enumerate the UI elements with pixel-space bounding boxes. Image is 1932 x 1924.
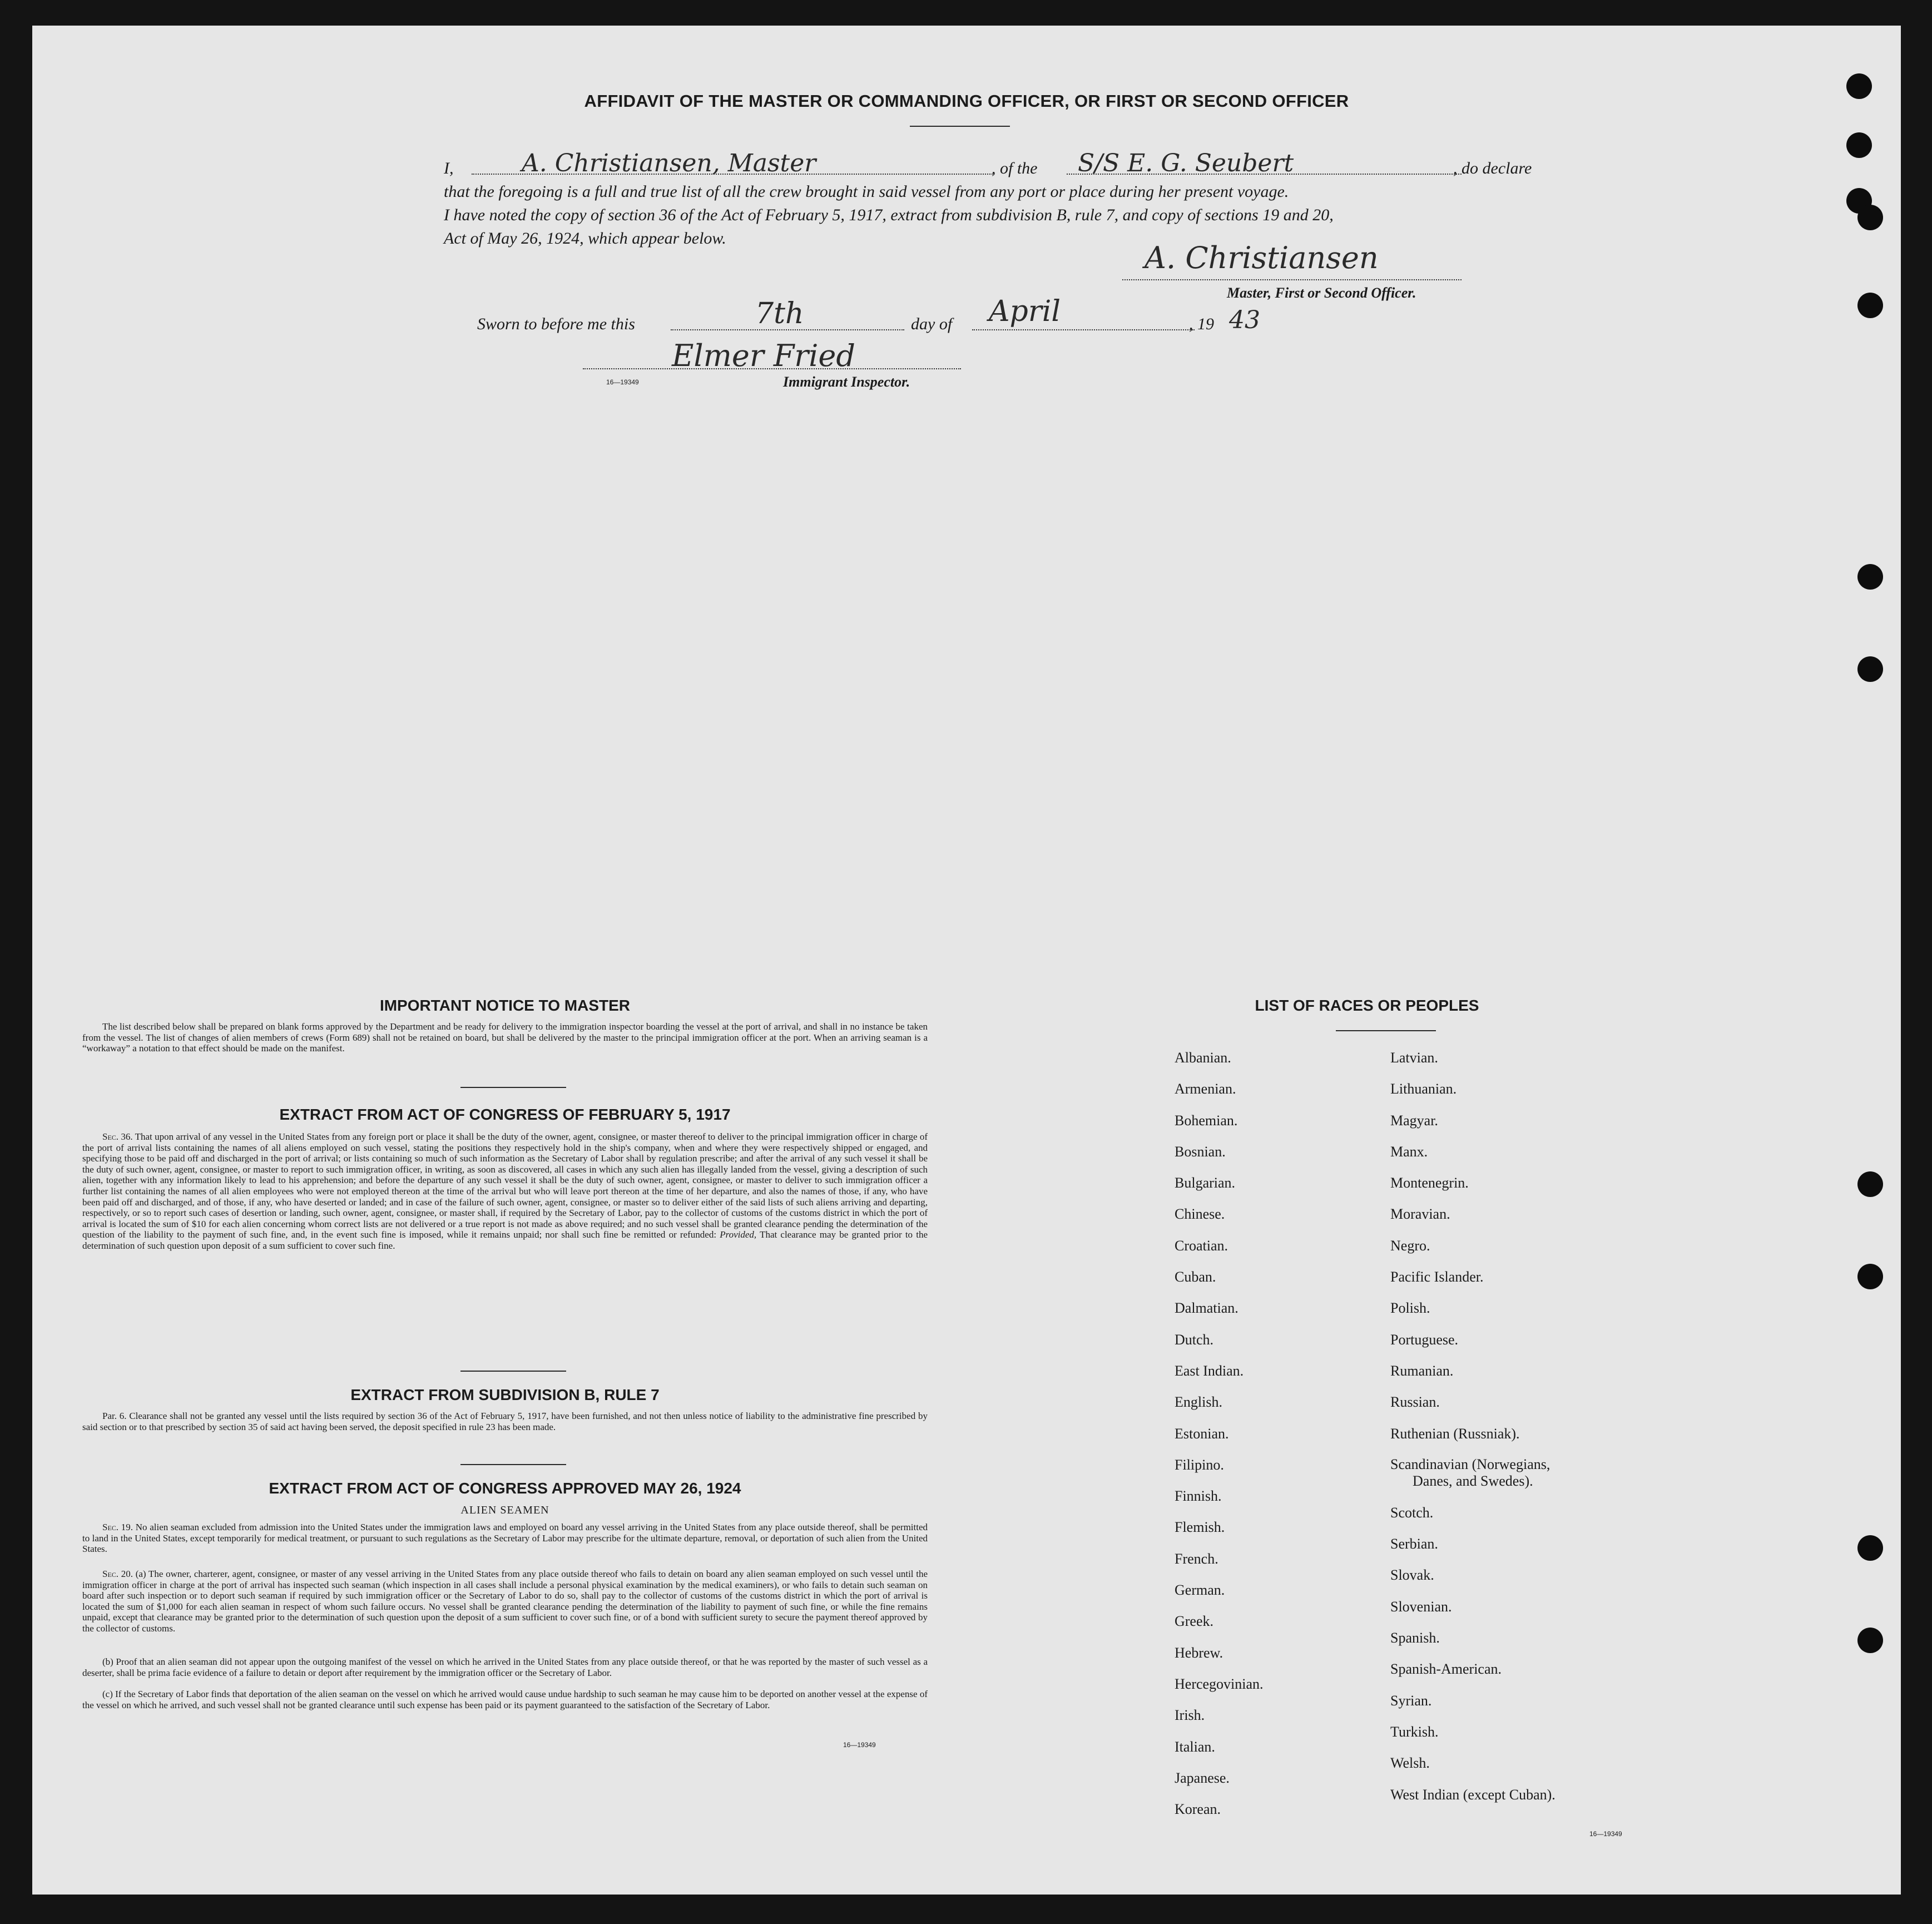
affidavit-i: I, xyxy=(444,159,454,177)
race-item: Estonian. xyxy=(1175,1425,1229,1442)
inspector-signature: Elmer Fried xyxy=(672,338,855,373)
race-item: West Indian (except Cuban). xyxy=(1390,1786,1555,1803)
inspector-caption: Immigrant Inspector. xyxy=(783,374,910,390)
affidavit-line-4: Act of May 26, 1924, which appear below. xyxy=(444,229,726,248)
title-divider xyxy=(910,126,1010,127)
binder-hole xyxy=(1857,564,1883,590)
race-item: Hebrew. xyxy=(1175,1644,1223,1661)
rule-7-heading: EXTRACT FROM SUBDIVISION B, RULE 7 xyxy=(350,1386,660,1403)
race-item: Bohemian. xyxy=(1175,1112,1238,1129)
race-item: Japanese. xyxy=(1175,1769,1230,1786)
race-item: Scandinavian (Norwegians, xyxy=(1390,1456,1550,1472)
binder-hole xyxy=(1857,1535,1883,1561)
extract-1917-body xyxy=(82,1131,928,1252)
form-code-top: 16—19349 xyxy=(606,378,639,386)
race-item: Spanish-American. xyxy=(1390,1661,1502,1678)
month-handwriting: April xyxy=(989,295,1061,328)
binder-hole xyxy=(1857,1171,1883,1197)
sec-20b: (b) Proof that an alien seaman did not appear upon the outgoing manifest of the vessel on which he arrived in the United States from any place outside thereof, or that he was reported by the master of such vessel as a deserter, shall be prima facie evidence of a failure to detain or deport after requirement by the immigration officer or the Secretary of Labor. xyxy=(82,1656,928,1678)
year-prefix: , 19 xyxy=(1189,315,1214,333)
race-item: Russian. xyxy=(1390,1394,1440,1411)
binder-hole xyxy=(1846,73,1872,99)
race-item: Bosnian. xyxy=(1175,1143,1226,1160)
race-item: Scotch. xyxy=(1390,1504,1434,1521)
race-item: Hercegovinian. xyxy=(1175,1675,1264,1692)
affidavit-line-3: I have noted the copy of section 36 of the Act of February 5, 1917, extract from subdivision B, rule 7, and copy of sections 19 and 20, xyxy=(444,206,1334,224)
race-item: Magyar. xyxy=(1390,1112,1438,1129)
inspector-line xyxy=(583,368,961,369)
document-sheet xyxy=(32,26,1901,1895)
day-handwriting: 7th xyxy=(755,297,804,330)
notice-divider xyxy=(460,1087,566,1088)
year-handwriting: 43 xyxy=(1229,306,1260,334)
sec-20a xyxy=(82,1569,928,1634)
races-left-column xyxy=(1175,1042,1264,1825)
sec-36-label: Sec. 36. xyxy=(102,1131,133,1142)
signature-caption: Master, First or Second Officer. xyxy=(1227,285,1416,301)
sec-19 xyxy=(82,1522,928,1555)
of-the-label: , of the xyxy=(992,159,1038,177)
binder-hole xyxy=(1857,205,1883,230)
sec-20a-text: (a) The owner, charterer, agent, consignee, or master of any vessel arriving in the United States from any place outside thereof who fails to detain on board any alien seaman employed on such vessel until the immigration officer in charge at the port of arrival has inspected such seaman (which inspection in all cases shall include a personal physical examination by the medical examiners), or who fails to detain such seaman on board after such inspection or to deport such seaman if required by such immigration officer or the Secretary of Labor to do so, shall pay to the collector of customs of the customs district in which the port of arrival is located the sum of $1,000 for each alien seaman in respect of whom such failure occurs. No vessel shall be granted clearance pending the determination of the liability to payment of such fine, or while the fine remains unpaid, except that clearance may be granted prior to the determination of such question upon the deposit of a sum sufficient to cover such fine, or of a bond with sufficient surety to secure the payment thereof approved by the collector of customs. xyxy=(82,1569,928,1634)
race-item: East Indian. xyxy=(1175,1362,1244,1379)
extract-1917-heading: EXTRACT FROM ACT OF CONGRESS OF FEBRUARY 5, 1917 xyxy=(279,1106,731,1123)
sec-19-label: Sec. 19. xyxy=(102,1522,133,1532)
sworn-label: Sworn to before me this xyxy=(477,315,635,333)
race-item: Italian. xyxy=(1175,1738,1215,1755)
form-code-right: 16—19349 xyxy=(1589,1830,1622,1838)
race-item: Slovenian. xyxy=(1390,1598,1452,1615)
sec-19-text: No alien seaman excluded from admission into the United States under the immigration laws and employed on board any vessel arriving in the United States from any place outside thereof, shall be permitted to land in the United States, except temporarily for medical treatment, or pursuant to such regulations as the Secretary of Labor may prescribe for the ultimate departure, removal, or deportation of such alien from the United States. xyxy=(82,1522,928,1555)
race-item: Dutch. xyxy=(1175,1331,1214,1348)
binder-hole xyxy=(1857,1628,1883,1653)
races-heading: LIST OF RACES OR PEOPLES xyxy=(1255,997,1479,1014)
binder-hole xyxy=(1857,656,1883,682)
race-item: Lithuanian. xyxy=(1390,1081,1457,1097)
race-item: Pacific Islander. xyxy=(1390,1269,1484,1285)
race-item: Syrian. xyxy=(1390,1692,1432,1709)
vessel-handwriting: S/S E. G. Seubert xyxy=(1078,149,1294,177)
races-right-column xyxy=(1390,1042,1555,1811)
race-item: Finnish. xyxy=(1175,1488,1222,1505)
race-item: Serbian. xyxy=(1390,1536,1438,1552)
form-code-left: 16—19349 xyxy=(843,1741,876,1749)
race-item: Ruthenian (Russniak). xyxy=(1390,1425,1520,1442)
day-of-label: day of xyxy=(911,315,953,333)
extract-1917-divider xyxy=(460,1371,566,1372)
race-item: Armenian. xyxy=(1175,1081,1236,1097)
binder-hole xyxy=(1846,132,1872,158)
race-item: Slovak. xyxy=(1390,1567,1434,1584)
sec-20c: (c) If the Secretary of Labor finds that deportation of the alien seaman on the vessel on which he arrived would cause undue hardship to such seaman he may cause him to be deported on another vessel at the expense of the vessel on which he arrived, and such vessel shall not be granted clearance until such expense has been paid or its payment guaranteed to the satisfaction of the Secretary of Labor. xyxy=(82,1689,928,1710)
race-item: Manx. xyxy=(1390,1143,1428,1160)
race-item: German. xyxy=(1175,1582,1225,1599)
affidavit-title: AFFIDAVIT OF THE MASTER OR COMMANDING OFFICER, OR FIRST OR SECOND OFFICER xyxy=(584,91,1349,111)
sec-20-label: Sec. 20. xyxy=(102,1569,133,1579)
do-declare-label: , do declare xyxy=(1453,159,1532,177)
sec-36-text: That upon arrival of any vessel in the United States from any foreign port or place it shall be the duty of the owner, agent, consignee, or master thereof to deliver to the principal immigration officer in charge of the port of arrival lists containing the names of all aliens employed on such vessel, stating the positions they respectively hold in the ship's company, when and where they were respectively shipped or engaged, and specifying those to be paid off and discharged in the port of arrival; or lists containing so much of such information as the Secretary of Labor shall by regulation prescribe; and after the arrival of any such vessel it shall be the duty of such owner, agent, consignee, or master to report to such immigration officer, in writing, as soon as discovered, all cases in which any such alien has illegally landed from the vessel, giving a description of such alien, together with any information likely to lead to his apprehension; and before the departure of any such vessel it shall be the duty of such owner, agent, consignee, or master to deliver to such immigration officer a further list containing the names of all alien employees who were not employed thereon at the time of the arrival but who will leave port thereon at the time of her departure, and also the names of those, if any, who have been paid off and discharged, and of those, if any, who have deserted or landed; and in case of the failure of such owner, agent, consignee, or master so to deliver either of the said lists of such aliens arriving and departing, respectively, or so to report such cases of desertion or landing, such owner, agent, consignee, or master shall, if required by the Secretary of Labor, pay to the collector of customs of the customs district in which the port of arrival is located the sum of $10 for each alien concerning whom correct lists are not delivered or a true report is not made as above required; and no such vessel shall be granted clearance pending the determination of the question of the liability to the payment of such fine, and, in the event such fine is imposed, while it remains unpaid; nor shall such fine be remitted or refunded: xyxy=(82,1131,928,1240)
notice-heading: IMPORTANT NOTICE TO MASTER xyxy=(379,997,631,1014)
race-item: Chinese. xyxy=(1175,1206,1225,1223)
race-item: Filipino. xyxy=(1175,1456,1224,1473)
race-item: Rumanian. xyxy=(1390,1362,1454,1379)
master-name-handwriting: A. Christiansen, Master xyxy=(522,149,816,177)
rule-7-divider xyxy=(460,1464,566,1465)
race-item-continuation: Danes, and Swedes). xyxy=(1413,1472,1533,1489)
race-item: Albanian. xyxy=(1175,1050,1231,1066)
binder-hole xyxy=(1857,293,1883,318)
race-item: Latvian. xyxy=(1390,1050,1438,1066)
master-signature: A. Christiansen xyxy=(1145,240,1379,275)
races-divider xyxy=(1336,1030,1436,1031)
race-item: Croatian. xyxy=(1175,1237,1228,1254)
race-item: Negro. xyxy=(1390,1237,1430,1254)
race-item: Irish. xyxy=(1175,1707,1205,1724)
race-item: Bulgarian. xyxy=(1175,1175,1236,1191)
race-item: Turkish. xyxy=(1390,1723,1439,1740)
affidavit-line-2: that the foregoing is a full and true list of all the crew brought in said vessel from any port or place during her present voyage. xyxy=(444,182,1289,201)
race-item: Korean. xyxy=(1175,1801,1221,1818)
race-item: Montenegrin. xyxy=(1390,1175,1469,1191)
alien-seamen-subheading: ALIEN SEAMEN xyxy=(460,1504,549,1516)
race-item: Cuban. xyxy=(1175,1269,1216,1285)
proviso-text: That clearance may be granted prior to the determination of such question upon deposit of a sum sufficient to cover such fine. xyxy=(82,1229,928,1251)
extract-1924-heading: EXTRACT FROM ACT OF CONGRESS APPROVED MAY 26, 1924 xyxy=(269,1480,741,1497)
notice-body: The list described below shall be prepared on blank forms approved by the Department and be ready for delivery to the immigration inspector boarding the vessel at the port of arrival, and shall in no instance be taken from the vessel. The list of changes of alien members of crews (Form 689) shall not be retained on board, but shall be delivered by the master to the principal immigration officer at the port. When an arriving seaman is a “workaway” a notation to that effect should be made on the manifest. xyxy=(82,1021,928,1054)
race-item: English. xyxy=(1175,1394,1222,1411)
race-item: Portuguese. xyxy=(1390,1331,1459,1348)
month-field xyxy=(972,329,1195,330)
race-item: Welsh. xyxy=(1390,1755,1430,1772)
race-item: Polish. xyxy=(1390,1300,1430,1317)
rule-7-body: Par. 6. Clearance shall not be granted any vessel until the lists required by section 36 of the Act of February 5, 1917, have been furnished, and not then unless notice of liability to the administrative fine prescribed by said section or to that prescribed by section 35 of said act having been served, the deposit specified in rule 23 has been made. xyxy=(82,1411,928,1432)
race-item: Greek. xyxy=(1175,1613,1214,1630)
proviso-word: Provided, xyxy=(720,1229,757,1240)
race-item: Flemish. xyxy=(1175,1519,1225,1536)
binder-hole xyxy=(1857,1264,1883,1289)
race-item: French. xyxy=(1175,1550,1218,1567)
race-item: Moravian. xyxy=(1390,1206,1450,1223)
race-item: Spanish. xyxy=(1390,1630,1440,1646)
race-item: Dalmatian. xyxy=(1175,1300,1239,1317)
signature-line xyxy=(1122,279,1462,280)
